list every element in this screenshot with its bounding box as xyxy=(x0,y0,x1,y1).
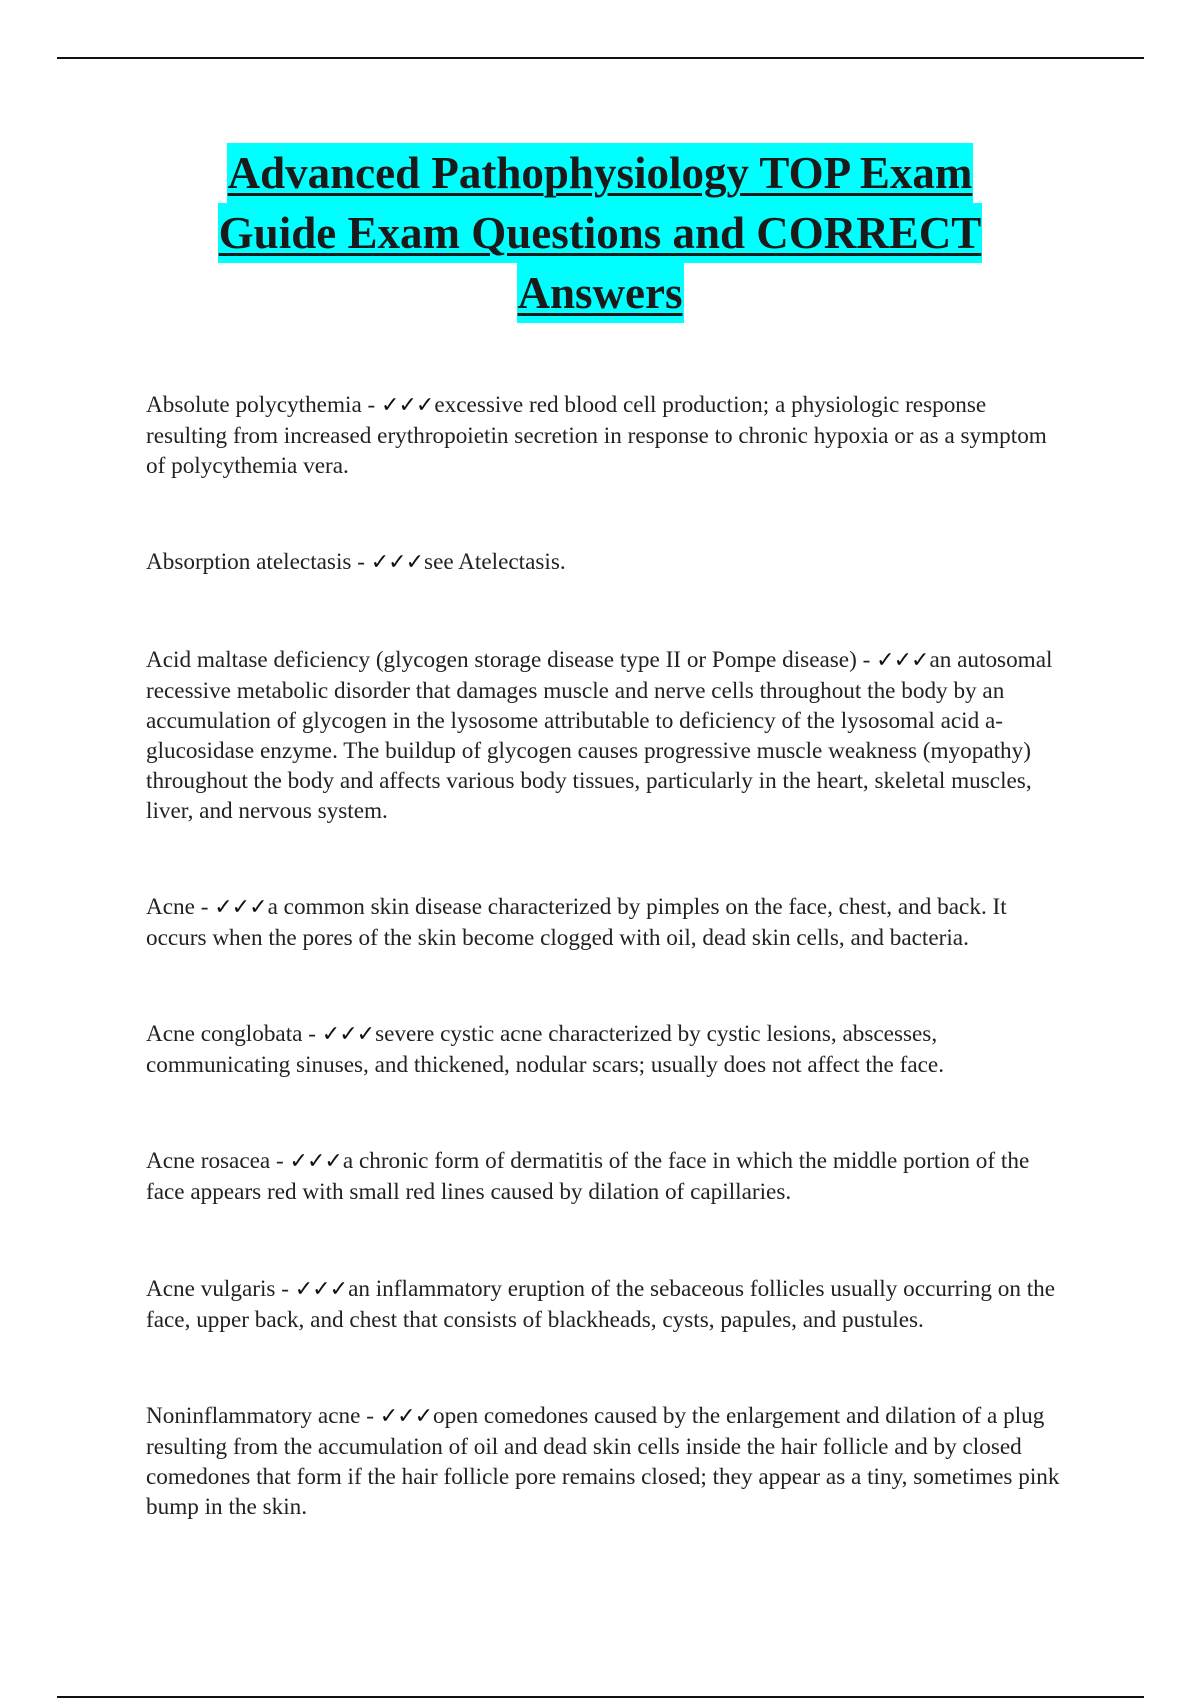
title-line-2: Guide Exam Questions and CORRECT xyxy=(218,203,983,263)
entry-definition: a common skin disease characterized by pimples on the face, chest, and back. It occurs when the pores of the skin become clogged with oil, dead skin cells, and bacteria. xyxy=(146,894,1007,951)
entry-definition: see Atelectasis. xyxy=(424,549,566,575)
header-rule xyxy=(57,57,1144,59)
entry-term: Acne vulgaris - xyxy=(146,1276,295,1302)
check-marks-icon: ✓✓✓ xyxy=(321,1022,375,1047)
check-marks-icon: ✓✓✓ xyxy=(289,1149,342,1174)
entry-term: Acne conglobata - xyxy=(146,1021,322,1047)
glossary-entry-acne xyxy=(146,892,1061,953)
footer-rule xyxy=(57,1696,1144,1698)
entry-definition: severe cystic acne characterized by cystic lesions, abscesses, communicating sinuses, and thickened, nodular scars; usually does not affect the face. xyxy=(146,1021,945,1078)
glossary-entry-acid-maltase-deficiency xyxy=(146,645,1061,826)
check-marks-icon: ✓✓✓ xyxy=(294,1277,348,1302)
title-line-1: Advanced Pathophysiology TOP Exam xyxy=(227,143,974,203)
glossary-entry-acne-vulgaris xyxy=(146,1274,1061,1335)
entry-term: Acid maltase deficiency (glycogen storage disease type II or Pompe disease) - xyxy=(146,647,877,673)
title-line-3: Answers xyxy=(517,263,684,323)
entry-term: Noninflammatory acne - xyxy=(146,1403,380,1429)
entry-term: Absorption atelectasis - xyxy=(146,549,371,575)
check-marks-icon: ✓✓✓ xyxy=(214,895,267,920)
glossary-entry-noninflammatory-acne xyxy=(146,1401,1061,1522)
entry-term: Acne rosacea - xyxy=(146,1148,290,1174)
check-marks-icon: ✓✓✓ xyxy=(876,648,929,673)
entry-definition: an inflammatory eruption of the sebaceous follicles usually occurring on the face, upper back, and chest that consists of blackheads, cysts, papules, and pustules. xyxy=(146,1276,1056,1333)
entry-definition: open comedones caused by the enlargement and dilation of a plug resulting from the accumulation of oil and dead skin cells inside the hair follicle and by closed comedones that form if the hair follicle pore remains closed; they appear as a tiny, sometimes pink bump in the skin. xyxy=(146,1403,1060,1520)
check-marks-icon: ✓✓✓ xyxy=(381,393,434,418)
glossary-entry-acne-conglobata xyxy=(146,1019,1061,1080)
document-title xyxy=(100,143,1100,323)
glossary-entry-acne-rosacea xyxy=(146,1146,1061,1207)
entry-definition: excessive red blood cell production; a physiologic response resulting from increased erythropoietin secretion in response to chronic hypoxia or as a symptom of polycythemia vera. xyxy=(146,392,1047,479)
check-marks-icon: ✓✓✓ xyxy=(370,550,424,575)
entry-definition: an autosomal recessive metabolic disorder that damages muscle and nerve cells throughout the body by an accumulation of glycogen in the lysosome attributable to deficiency of the lysosomal acid a-glucosidase enzyme. The buildup of glycogen causes progressive muscle weakness (myopathy) throughout the body and affects various body tissues, particularly in the heart, skeletal muscles, liver, and nervous system. xyxy=(146,647,1053,824)
glossary-entry-absorption-atelectasis xyxy=(146,547,1061,578)
glossary-entry-absolute-polycythemia xyxy=(146,390,1061,481)
entry-term: Acne - xyxy=(146,894,215,920)
entry-term: Absolute polycythemia - xyxy=(146,392,382,418)
entry-definition: a chronic form of dermatitis of the face in which the middle portion of the face appears red with small red lines caused by dilation of capillaries. xyxy=(146,1148,1030,1205)
check-marks-icon: ✓✓✓ xyxy=(379,1404,433,1429)
